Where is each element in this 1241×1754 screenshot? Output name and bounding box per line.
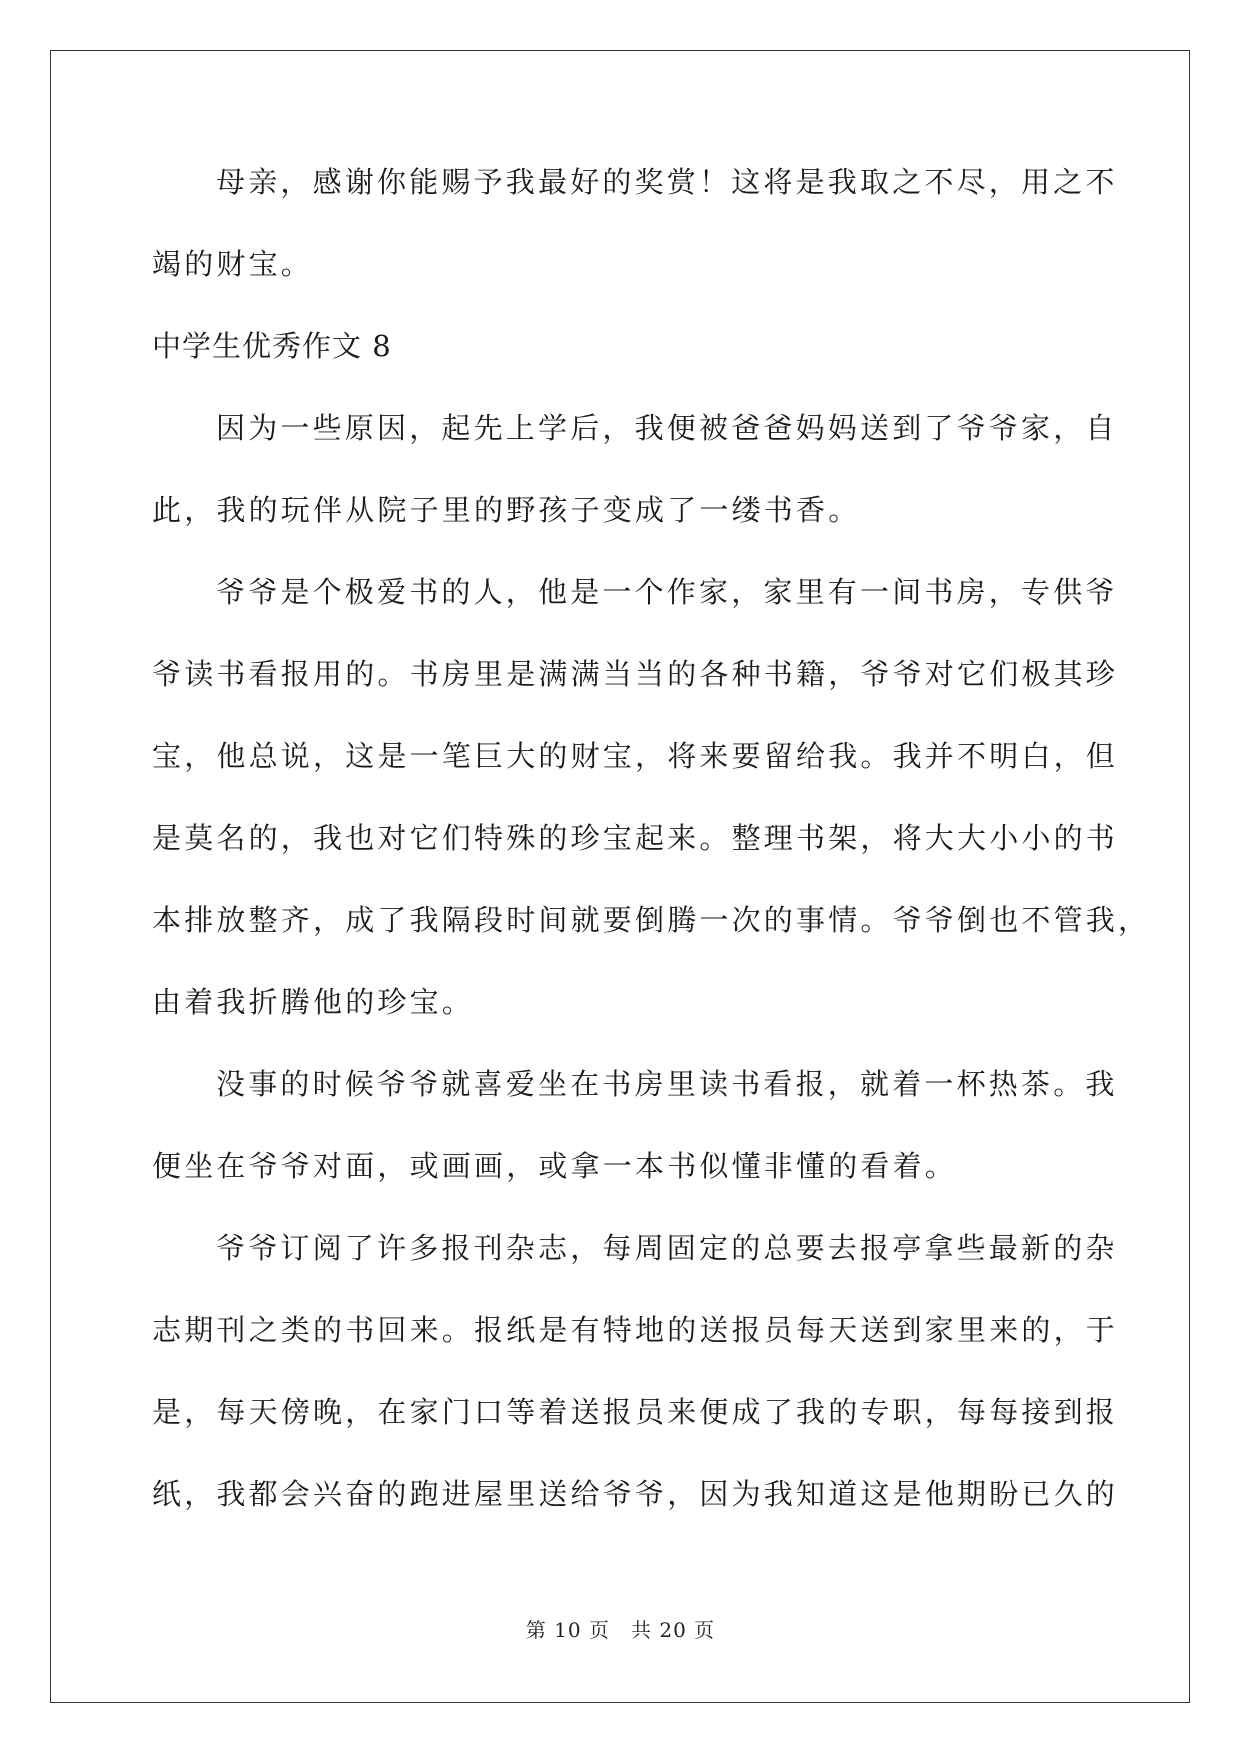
text-line: 本排放整齐，成了我隔段时间就要倒腾一次的事情。爷爷倒也不管我， <box>152 903 1151 937</box>
section-heading: 中学生优秀作文 8 <box>152 329 392 363</box>
text-line: 爷读书看报用的。书房里是满满当当的各种书籍，爷爷对它们极其珍 <box>152 657 1119 691</box>
text-line: 是莫名的，我也对它们特殊的珍宝起来。整理书架，将大大小小的书 <box>152 821 1119 855</box>
document-body <box>152 162 1151 1556</box>
text-line: 志期刊之类的书回来。报纸是有特地的送报员每天送到家里来的，于 <box>152 1313 1119 1347</box>
text-line: 由着我折腾他的珍宝。 <box>152 985 475 1019</box>
text-line: 是，每天傍晚，在家门口等着送报员来便成了我的专职，每每接到报 <box>152 1395 1119 1429</box>
text-line: 竭的财宝。 <box>152 247 314 281</box>
text-line: 没事的时候爷爷就喜爱坐在书房里读书看报，就着一杯热茶。我 <box>216 1067 1118 1101</box>
text-line: 纸，我都会兴奋的跑进屋里送给爷爷，因为我知道这是他期盼已久的 <box>152 1477 1119 1511</box>
text-line: 此，我的玩伴从院子里的野孩子变成了一缕书香。 <box>152 493 861 527</box>
text-line: 爷爷订阅了许多报刊杂志，每周固定的总要去报亭拿些最新的杂 <box>216 1231 1118 1265</box>
text-line: 因为一些原因，起先上学后，我便被爸爸妈妈送到了爷爷家，自 <box>216 411 1118 445</box>
text-line: 便坐在爷爷对面，或画画，或拿一本书似懂非懂的看着。 <box>152 1149 958 1183</box>
text-line: 爷爷是个极爱书的人，他是一个作家，家里有一间书房，专供爷 <box>216 575 1118 609</box>
text-line: 母亲，感谢你能赐予我最好的奖赏！这将是我取之不尽，用之不 <box>216 165 1118 199</box>
page-footer: 第 10 页 共 20 页 <box>525 1618 716 1642</box>
text-line: 宝，他总说，这是一笔巨大的财宝，将来要留给我。我并不明白，但 <box>152 739 1119 773</box>
